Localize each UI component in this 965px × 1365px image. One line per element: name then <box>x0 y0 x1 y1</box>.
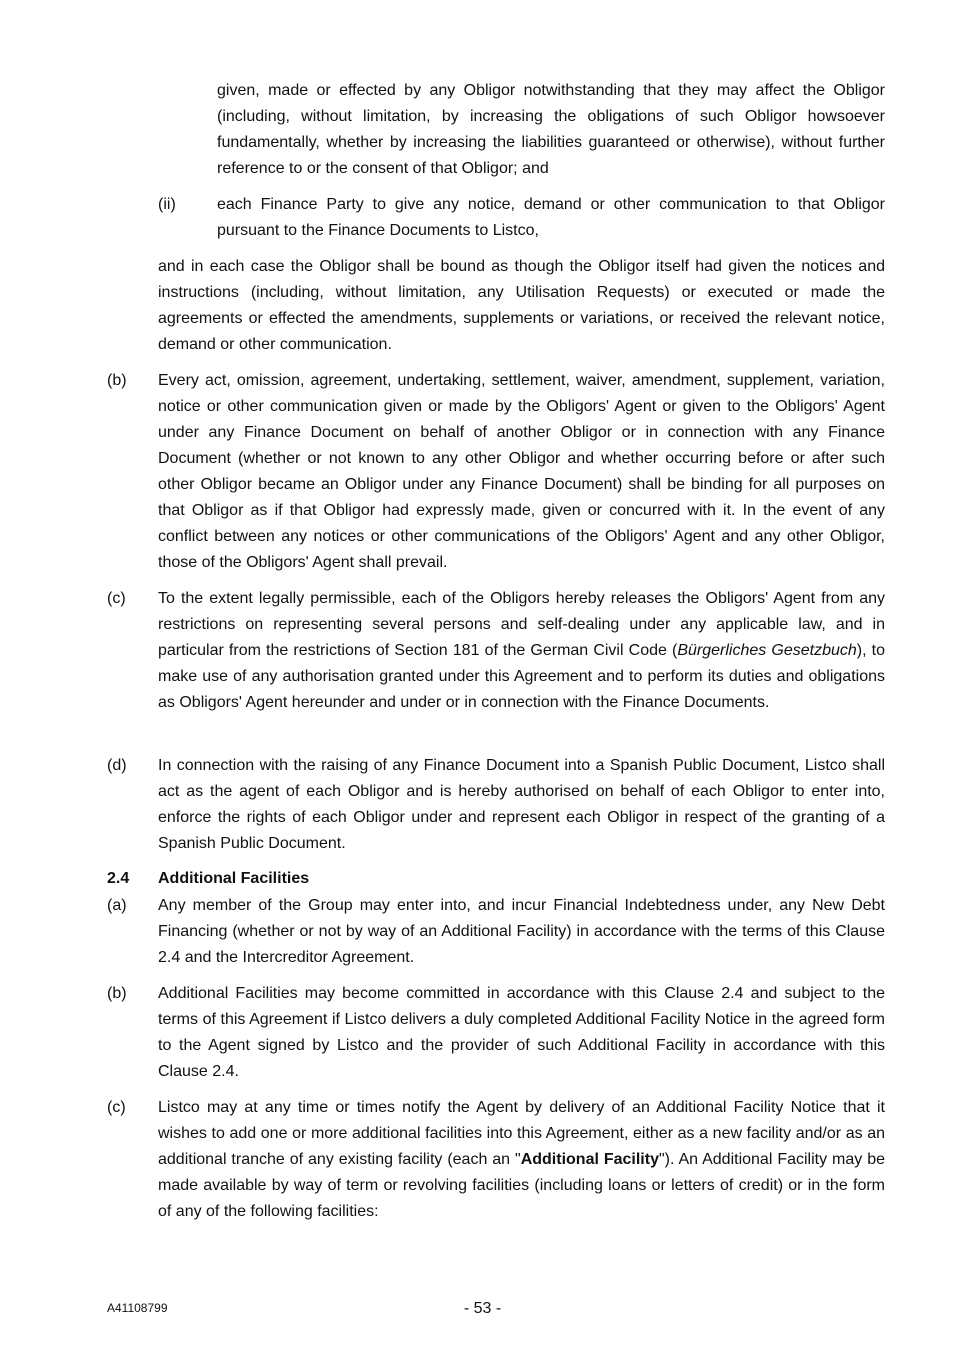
closing-paragraph-a: and in each case the Obligor shall be bound as though the Obligor itself had given the notices and instructions (including, without limitation, any Utilisation Requests) or executed or made the agreements or effected the amendments, supplements or variations, or received the relevant notice, demand or other communication. <box>158 258 885 353</box>
document-reference: A41108799 <box>107 1301 168 1315</box>
para-c-text-part2: ), to make use of any authorisation granted under this Agreement and to perform its duties and obligations as Obligors' Agent hereunder and under or in connection with the Finance Documents. <box>158 642 886 711</box>
s24-a-text: Any member of the Group may enter into, and incur Financial Indebtedness under, any New Debt Financing (whether or not by way of an Additional Facility) in accordance with the terms of this Clause 2.4 and the Intercreditor Agreement. <box>158 897 885 966</box>
section-title: Additional Facilities <box>158 870 310 887</box>
para-c-italic-term: Bürgerliches Gesetzbuch <box>677 642 857 659</box>
s24-b-text: Additional Facilities may become committed in accordance with this Clause 2.4 and subject to the terms of this Agreement if Listco delivers a duly completed Additional Facility Notice in the agreed form to the Agent signed by Listco and the provider of such Additional Facility in accordance with this Clause 2.4. <box>158 985 885 1080</box>
page-number: - 53 - <box>463 1300 502 1317</box>
section-number: 2.4 <box>107 870 130 887</box>
s24-c-text-part1: Listco may at any time or times notify the Agent by delivery of an Additional Facility Notice that it wishes to add one or more additional facilities into this Agreement, either as a new facility and/or as an additional tranche of any existing facility (each an " <box>158 1099 885 1168</box>
para-c-label: (c) <box>107 590 126 607</box>
para-c-text-part1: To the extent legally permissible, each of the Obligors hereby releases the Obligors' Agent from any restrictions on representing several persons and self-dealing under any applicable law, and in particular from the restrictions of Section 181 of the German Civil Code ( <box>158 590 885 659</box>
para-c-text <box>158 586 885 716</box>
s24-c-text <box>158 1095 885 1225</box>
continuation-paragraph-i: given, made or effected by any Obligor notwithstanding that they may affect the Obligor (including, without limitation, by increasing the obligations of such Obligor howsoever fundamentally, whether by increasing the liabilities guaranteed or otherwise), without further reference to or the consent of that Obligor; and <box>217 82 885 177</box>
para-b-text: Every act, omission, agreement, undertaking, settlement, waiver, amendment, supplement, variation, notice or other communication given or made by the Obligors' Agent or given to the Obligors' Agent under any Finance Document on behalf of another Obligor or in connection with any Finance Document (whether or not known to any other Obligor and whether occurring before or after such other Obligor became an Obligor under any Finance Document) shall be binding for all purposes on that Obligor as if that Obligor had expressly made, given or concurred with it. In the event of any conflict between any notices or other communications of the Obligors' Agent and any other Obligor, those of the Obligors' Agent shall prevail. <box>158 372 885 571</box>
item-ii-text: each Finance Party to give any notice, demand or other communication to that Obligor pursuant to the Finance Documents to Listco, <box>217 196 885 239</box>
s24-c-label: (c) <box>107 1099 126 1116</box>
para-b-label: (b) <box>107 372 127 389</box>
item-ii-label: (ii) <box>158 196 176 213</box>
s24-c-text-part2: "). An Additional Facility may be made available by way of term or revolving facilities (including loans or letters of credit) or in the form of any of the following facilities: <box>158 1151 885 1220</box>
s24-a-label: (a) <box>107 897 127 914</box>
para-d-text: In connection with the raising of any Finance Document into a Spanish Public Document, Listco shall act as the agent of each Obligor and is hereby authorised on behalf of each Obligor to enter into, enforce the rights of each Obligor under and represent each Obligor in respect of the granting of a Spanish Public Document. <box>158 757 885 852</box>
para-d-label: (d) <box>107 757 127 774</box>
s24-c-defined-term: Additional Facility <box>520 1151 659 1168</box>
s24-b-label: (b) <box>107 985 127 1002</box>
